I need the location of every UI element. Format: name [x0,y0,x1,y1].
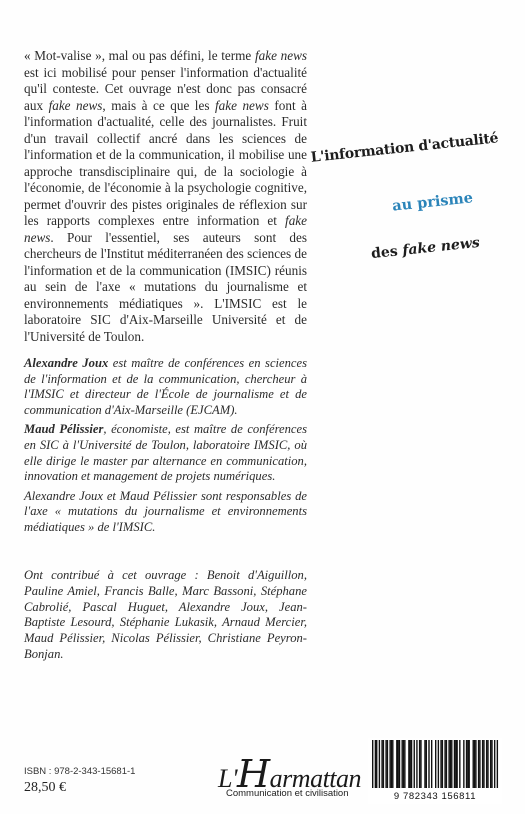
barcode-bar [469,740,470,788]
author-name: Alexandre Joux [24,356,109,370]
bio-text: est maître de conférences en sciences de l'information et de la communication, chercheur à l'IMSIC et directeur de l'École de journalisme et de communication d'Aix-Marseille (EJCAM). [24,356,307,417]
barcode-bar [372,740,373,788]
ean13-barcode-icon [368,738,502,790]
barcode-bar [385,740,386,788]
barcode-bar [459,740,460,788]
summary-text [24,48,307,345]
isbn: ISBN : 978-2-343-15681-1 [24,766,136,777]
barcode-bar [463,740,464,788]
title-line-2: au prisme [391,189,474,215]
summary-segment: . Pour l'essentiel, ses auteurs sont des chercheurs de l'Institut méditerranéen des sciences de l'information et de la communication (IMSIC) réunis au sein de l'axe « mutations du journalisme et environnements médiatiques ». L'IMSIC est le laboratoire SIC d'Aix-Marseille Université et de l'Université de Toulon. [24,229,307,344]
summary-emphasis: fake news [48,97,103,113]
summary-emphasis: fake news [254,48,307,63]
barcode-bar [456,740,457,788]
barcode-bar [419,740,420,788]
barcode-bar [397,740,398,788]
summary-emphasis: fake news [24,213,307,245]
barcode-bar [426,740,427,788]
author-name: Maud Pélissier [24,422,104,437]
barcode-bar [448,740,449,788]
publisher-name-prefix: L' [218,764,238,793]
bio-text: , économiste, est maître de conférences en SIC à l'Université de Toulon, laboratoire IMSIC, où elle dirige le master par alternance en communication, innovation et management de projets numériques. [24,422,307,484]
publisher-tagline: Communication et civilisation [226,788,349,799]
contributors-list: Ont contribué à cet ouvrage : Benoit d'Aiguillon, Pauline Amiel, Francis Balle, Marc Bassoni, Stéphane Cabrolié, Pascal Huguet, Alexandre Joux, Jean-Baptiste Lesourd, Stéphanie Lukasik, Arnaud Mercier, Maud Pélissier, Nicolas Pélissier, Christiane Peyron-Bonjan. [24,568,307,661]
barcode-bar [401,740,402,788]
barcode-bar [431,740,432,788]
barcode-bar [467,740,468,788]
barcode-bar [428,740,429,788]
barcode-bar [486,740,487,788]
title-line-1: L'information d'actualité [310,130,499,166]
barcode-bar [497,740,498,788]
barcode-bar [494,740,495,788]
barcode-bar [450,740,451,788]
barcode-bar [410,740,411,788]
barcode-bar [391,740,392,788]
barcode-bar [442,740,443,788]
barcode-bar [424,740,425,788]
barcode-bar [381,740,382,788]
publisher-name-cap: H [237,752,270,796]
barcode-bar [444,740,445,788]
book-title [310,128,525,310]
summary-segment: est ici mobilisé pour penser l'information d'actualité qu'il conteste. Cet ouvrage n'est donc pas consacré aux [24,64,307,113]
barcode-bar [483,740,484,788]
barcode [368,738,502,804]
barcode-bar [376,740,377,788]
summary-segment: font à l'information d'actualité, celle des journalistes. Fruit d'un travail collectif ancré dans les sciences de l'information et de la communication, il mobilise une approche transdisciplinaire qui, de la sociologie à l'économie, de l'économie à la psychologie cognitive, permet d'ouvrir des pistes originales de réflexion sur les rapports complexes entre information et [24,97,307,228]
barcode-bar [490,740,491,788]
barcode-bar [375,740,376,788]
barcode-bar [379,740,380,788]
barcode-bar [482,740,483,788]
harmattan-logo [218,752,368,802]
summary-segment: « Mot-valise », mal ou pas défini, le terme [24,48,255,63]
barcode-bar [389,740,390,788]
barcode-bar [416,740,417,788]
barcode-bar [399,740,400,788]
summary-segment: , mais à ce que les [102,97,215,113]
bio-joint: Alexandre Joux et Maud Pélissier sont responsables de l'axe « mutations du journalisme et environnements médiatiques » de l'IMSIC. [24,488,307,534]
barcode-bar [475,740,476,788]
title-line-3-emphasis: fake news [401,234,481,259]
barcode-bar [487,740,488,788]
barcode-bar [435,740,436,788]
barcode-bar [479,740,480,788]
barcode-bar [387,740,388,788]
barcode-bar [451,740,452,788]
author-bios [24,356,307,540]
title-line-3-prefix: des [370,242,404,263]
barcode-bar [403,740,404,788]
barcode-bar [455,740,456,788]
barcode-bar [438,740,439,788]
barcode-digits: 9 782343 156811 [393,791,477,802]
barcode-bar [411,740,412,788]
barcode-bar [473,740,474,788]
barcode-bar [466,740,467,788]
barcode-bar [474,740,475,788]
title-line-3 [370,235,480,262]
barcode-bar [396,740,397,788]
barcode-bar [440,740,441,788]
barcode-bar [420,740,421,788]
publisher-name-rest: armattan [269,764,362,793]
barcode-bar [392,740,393,788]
barcode-bar [446,740,447,788]
barcode-bar [408,740,409,788]
barcode-bar [491,740,492,788]
price: 28,50 € [24,780,66,795]
barcode-bar [404,740,405,788]
bio-pelissier [24,422,307,484]
barcode-bar [478,740,479,788]
summary-emphasis: fake news [214,97,269,113]
bio-joux [24,356,307,418]
barcode-bar [454,740,455,788]
barcode-bar [414,740,415,788]
barcode-bar [383,740,384,788]
